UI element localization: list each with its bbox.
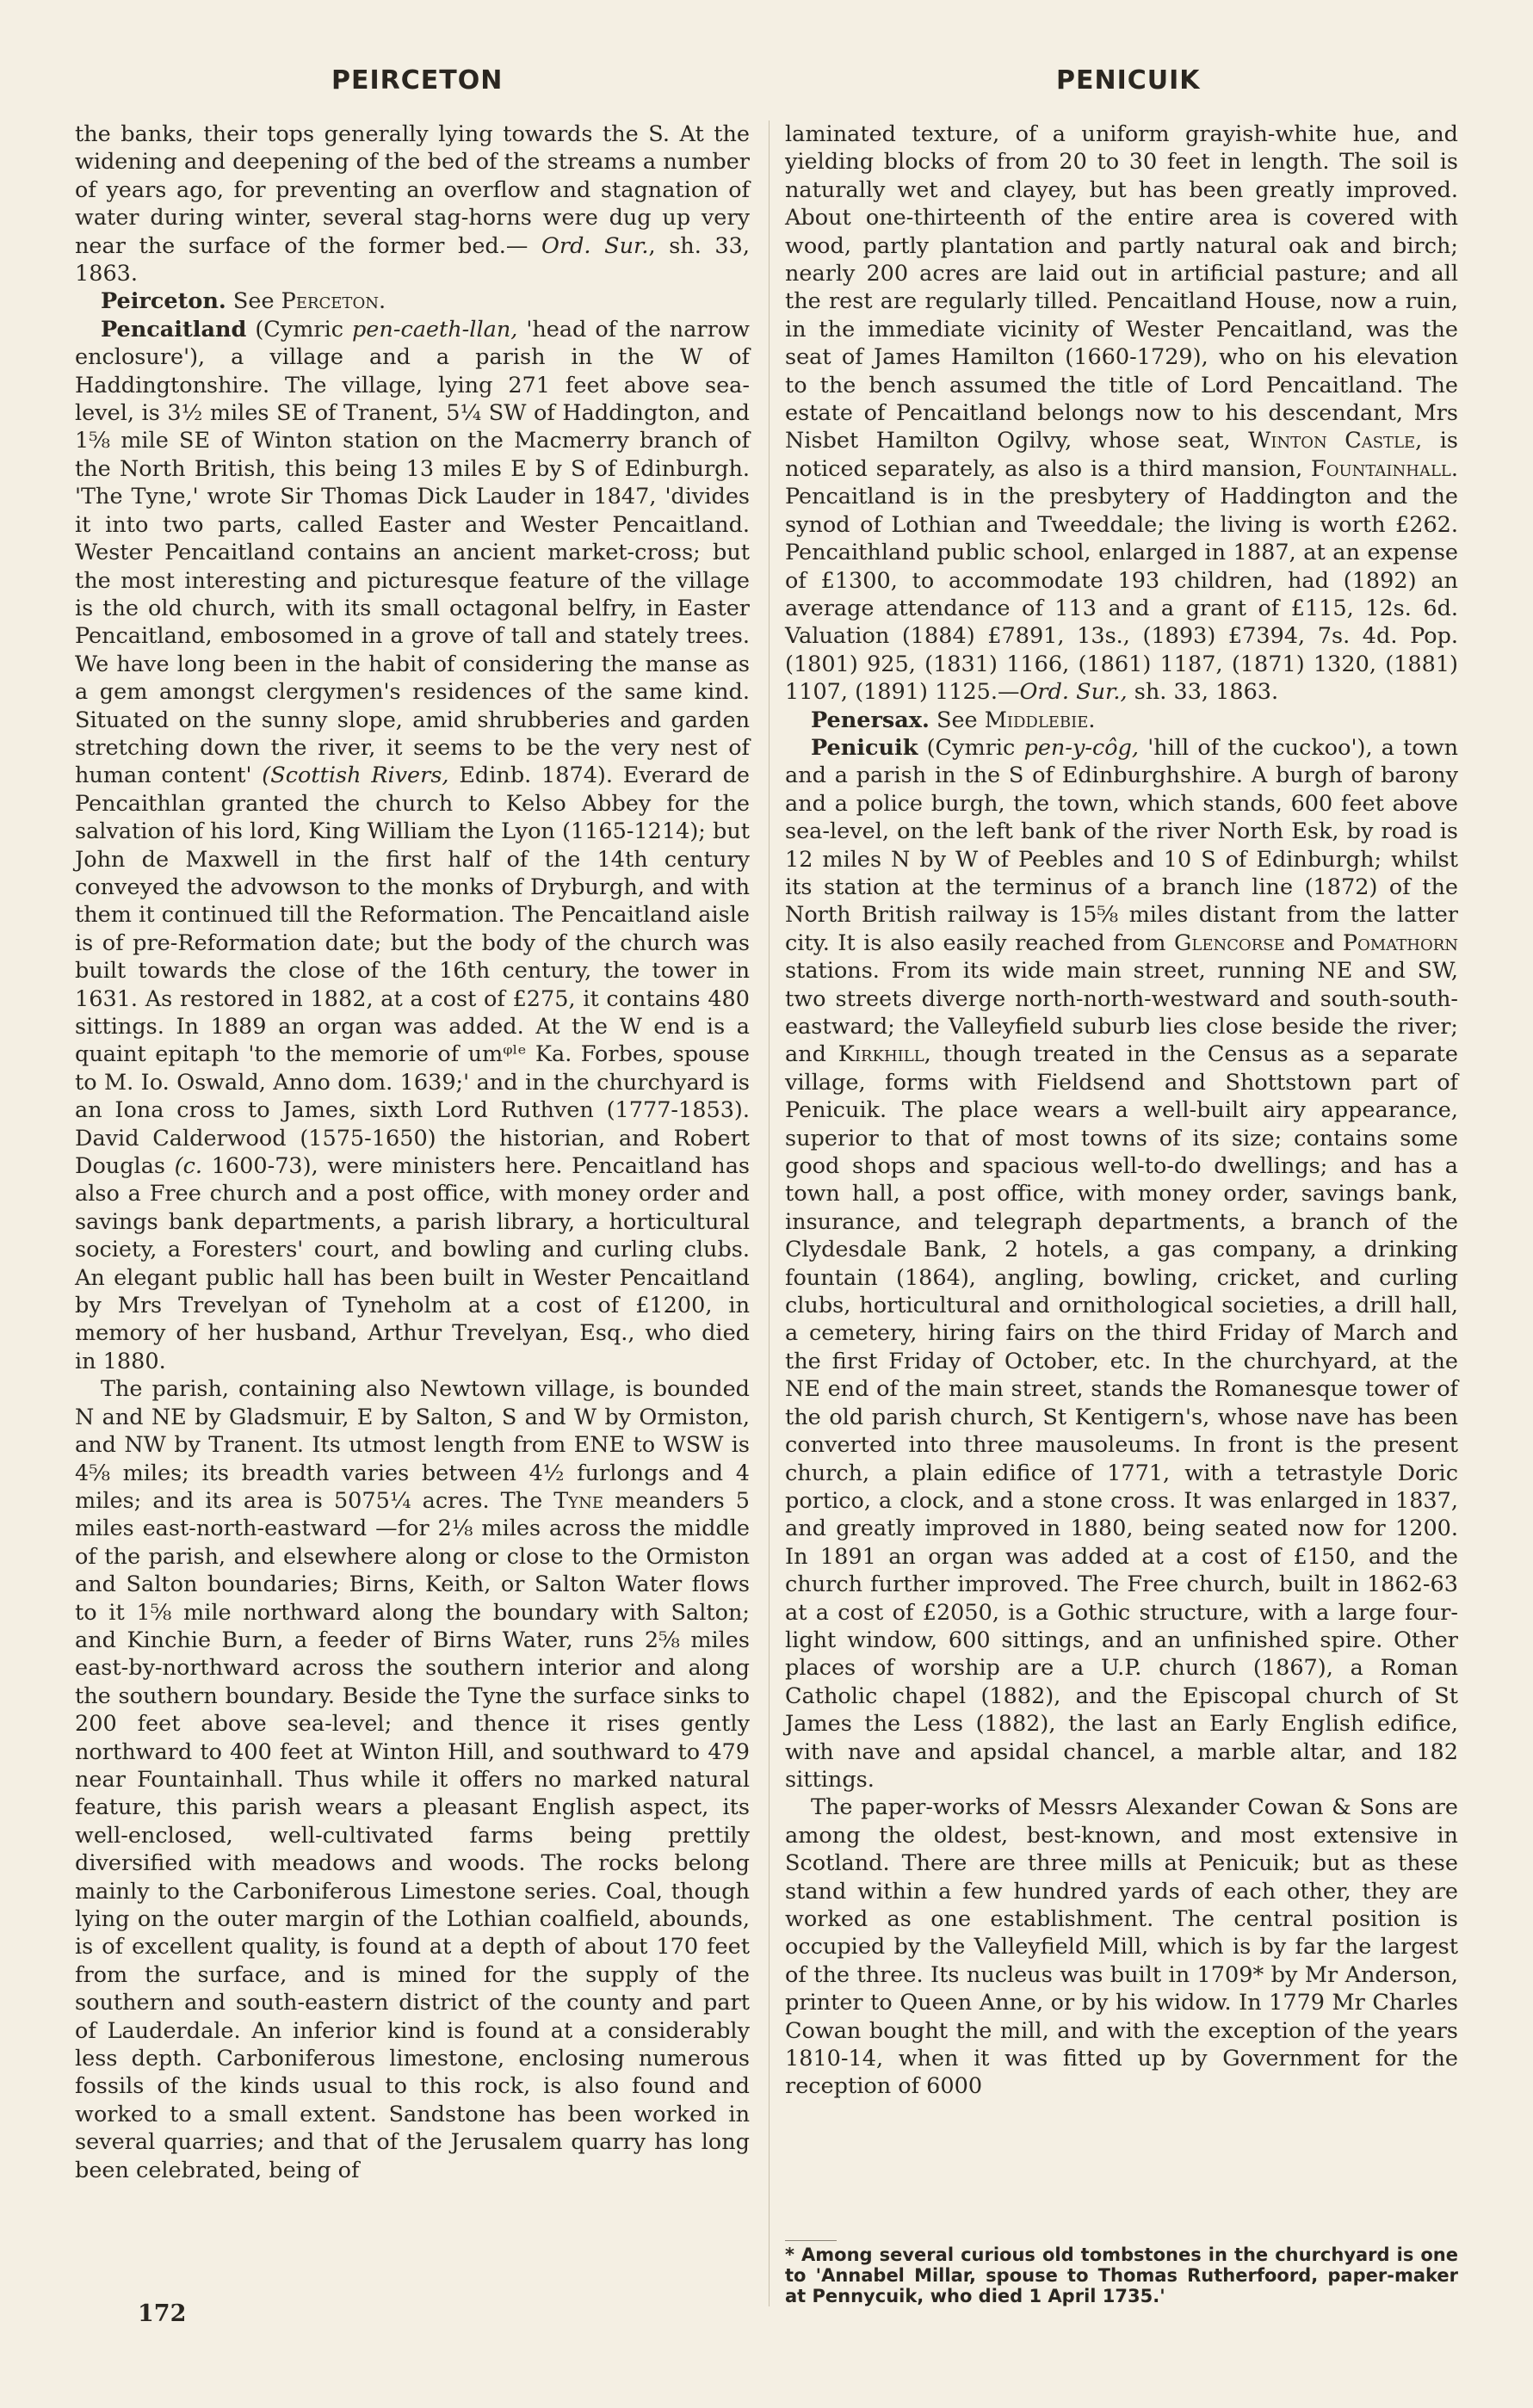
cross-reference: Winton Castle,: [1248, 428, 1423, 454]
entry-peirceton: Peirceton. See Perceton.: [101, 288, 386, 315]
cross-reference: Fountainhall.: [1311, 455, 1458, 482]
footnote-rule: [785, 2240, 837, 2241]
cross-reference: Middlebie.: [984, 707, 1096, 733]
entry-heading: Pencaitland: [101, 316, 247, 343]
entry-heading: Penicuik: [811, 734, 918, 761]
cross-reference: Pomathorn: [1342, 929, 1459, 956]
paragraph: laminated texture, of a uniform grayish-white hue, and yielding blocks of from 20 to 30 feet in length. The soil is naturally wet and clayey, but has been greatly improved. About one-thirteenth of the entire area is covered with wood, partly plantation and partly natural oak and birch; nearly 200 acres are laid out in artificial pasture; and all the rest are regularly tilled. Pencaitland House, now a ruin, in the immediate vicinity of Wester Pencaitland, was the seat of James Hamilton (1660-1729), who on his elevation to the bench assumed the title of Lord Pencaitland. The estate of Pencaitland belongs now to his descendant, Mrs Nisbet Hamilton Ogilvy, whose seat, Winton Castle, is noticed separately, as also is a third mansion, Fountainhall. Pencaitland is in the presbytery of Haddington and the synod of Lothian and Tweeddale; the living is worth £262. Pencaithland public school, enlarged in 1887, at an expense of £1300, to accommodate 193 children, had (1892) an average attendance of 113 and a grant of £115, 12s. 6d. Valuation (1884) £7891, 13s., (1893) £7394, 7s. 4d. Pop. (1801) 925, (1831) 1166, (1861) 1187, (1871) 1320, (1881) 1107, (1891) 1125.—Ord. Sur., sh. 33, 1863.: [785, 121, 1458, 706]
column-divider: [769, 120, 770, 2306]
entry-pencaitland: Pencaitland (Cymric pen-caeth-llan, 'head of the narrow enclosure'), a village and a parish in the W of Haddingtonshire. The village, lying 271 feet above sea-level, is 3½ miles SE of Tranent, 5¼ SW of Haddington, and 1⅝ mile SE of Winton station on the Macmerry branch of the North British, this being 13 miles E by S of Edinburgh. 'The Tyne,' wrote Sir Thomas Dick Lauder in 1847, 'divides it into two parts, called Easter and Wester Pencaitland. Wester Pencaitland contains an ancient market-cross; but the most interesting and picturesque feature of the village is the old church, with its small octagonal belfry, in Easter Pencaitland, embosomed in a grove of tall and stately trees. We have long been in the habit of considering the manse as a gem amongst clergymen's residences of the same kind. Situated on the sunny slope, amid shrubberies and garden stretching down the river, it seems to be the very nest of human content' (Scottish Rivers, Edinb. 1874). Everard de Pencaithlan granted the church to Kelso Abbey for the salvation of his lord, King William the Lyon (1165-1214); but John de Maxwell in the first half of the 14th century conveyed the advowson to the monks of Dryburgh, and with them it continued till the Reformation. The Pencaitland aisle is of pre-Reformation date; but the body of the church was built towards the close of the 16th century, the tower in 1631. As restored in 1882, at a cost of £275, it contains 480 sittings. In 1889 an organ was added. At the W end is a quaint epitaph 'to the memorie of umᵠˡᵉ Ka. Forbes, spouse to M. Io. Oswald, Anno dom. 1639;' and in the churchyard is an Iona cross to James, sixth Lord Ruthven (1777-1853). David Calderwood (1575-1650) the historian, and Robert Douglas (c. 1600-73), were ministers here. Pencaitland has also a Free church and a post office, with money order and savings bank departments, a parish library, a horticultural society, a Foresters' court, and bowling and curling clubs. An elegant public hall has been built in Wester Pencaitland by Mrs Trevelyan of Tyneholm at a cost of £1200, in memory of her husband, Arthur Trevelyan, Esq., who died in 1880.: [75, 316, 750, 1374]
running-header-left: PEIRCETON: [331, 65, 504, 96]
footnote: * Among several curious old tombstones in the churchyard is one to 'Annabel Millar, spouse to Thomas Rutherfoord, paper-maker at Pennycuik, who died 1 April 1735.': [785, 2244, 1458, 2306]
cross-reference: Kirkhill,: [838, 1041, 931, 1068]
paragraph-paper-works: The paper-works of Messrs Alexander Cowan & Sons are among the oldest, best-known, and most extensive in Scotland. There are three mills at Penicuik; but as these stand within a few hundred yards of each other, they are worked as one establishment. The central position is occupied by the Valleyfield Mill, which is by far the largest of the three. Its nucleus was built in 1709* by Mr Anderson, printer to Queen Anne, or by his widow. In 1779 Mr Charles Cowan bought the mill, and with the exception of the years 1810-14, when it was fitted up by Government for the reception of 6000: [785, 1794, 1458, 2100]
cross-reference: Glencorse: [1174, 929, 1285, 956]
entry-penicuik: Penicuik (Cymric pen-y-côg, 'hill of the cuckoo'), a town and a parish in the S of Edinburghshire. A burgh of barony and a police burgh, the town, which stands, 600 feet above sea-level, on the left bank of the river North Esk, by road is 12 miles N by W of Peebles and 10 S of Edinburgh; whilst its station at the terminus of a branch line (1872) of the North British railway is 15⅝ miles distant from the latter city. It is also easily reached from Glencorse and Pomathorn stations. From its wide main street, running NE and SW, two streets diverge north-north-westward and south-south-eastward; the Valleyfield suburb lies close beside the river; and Kirkhill, though treated in the Census as a separate village, forms with Fieldsend and Shottstown part of Penicuik. The place wears a well-built airy appearance, superior to that of most towns of its size; contains some good shops and spacious well-to-do dwellings; and has a town hall, a post office, with money order, savings bank, insurance, and telegraph departments, a branch of the Clydesdale Bank, 2 hotels, a gas company, a drinking fountain (1864), angling, bowling, cricket, and curling clubs, horticultural and ornithological societies, a drill hall, a cemetery, hiring fairs on the third Friday of March and the first Friday of October, etc. In the churchyard, at the NE end of the main street, stands the Romanesque tower of the old parish church, St Kentigern's, whose nave has been converted into three mausoleums. In front is the present church, a plain edifice of 1771, with a tetrastyle Doric portico, a clock, and a stone cross. It was enlarged in 1837, and greatly improved in 1880, being seated now for 1200. In 1891 an organ was added at a cost of £150, and the church further improved. The Free church, built in 1862-63 at a cost of £2050, is a Gothic structure, with a large four-light window, 600 sittings, and an unfinished spire. Other places of worship are a U.P. church (1867), a Roman Catholic chapel (1882), and the Episcopal church of St James the Less (1882), the last an Early English edifice, with nave and apsidal chancel, a marble altar, and 182 sittings.: [785, 734, 1459, 1793]
cross-reference: Tyne: [553, 1487, 604, 1514]
paragraph: the banks, their tops generally lying towards the S. At the widening and deepening of the bed of the streams a number of years ago, for preventing an overflow and stagnation of water during winter, several stag-horns were dug up very near the surface of the former bed.— Ord. Sur., sh. 33, 1863.: [75, 121, 750, 287]
right-column: [785, 120, 1458, 2101]
left-column: [75, 120, 750, 2184]
cross-reference: Perceton.: [281, 288, 386, 315]
running-header-right: PENICUIK: [1056, 65, 1201, 96]
paragraph-parish: The parish, containing also Newtown village, is bounded N and NE by Gladsmuir, E by Salton, S and W by Ormiston, and NW by Tranent. Its utmost length from ENE to WSW is 4⅝ miles; its breadth varies between 4½ furlongs and 4 miles; and its area is 5075¼ acres. The Tyne meanders 5 miles east-north-eastward —for 2⅛ miles across the middle of the parish, and elsewhere along or close to the Ormiston and Salton boundaries; Birns, Keith, or Salton Water flows to it 1⅝ mile northward along the boundary with Salton; and Kinchie Burn, a feeder of Birns Water, runs 2⅝ miles east-by-northward across the southern interior and along the southern boundary. Beside the Tyne the surface sinks to 200 feet above sea-level; and thence it rises gently northward to 400 feet at Winton Hill, and southward to 479 near Fountainhall. Thus while it offers no marked natural feature, this parish wears a pleasant English aspect, its well-enclosed, well-cultivated farms being prettily diversified with meadows and woods. The rocks belong mainly to the Carboniferous Limestone series. Coal, though lying on the outer margin of the Lothian coalfield, abounds, is of excellent quality, is found at a depth of about 170 feet from the surface, and is mined for the supply of the southern and south-eastern district of the county and part of Lauderdale. An inferior kind is found at a considerably less depth. Carboniferous limestone, enclosing numerous fossils of the kinds usual to this rock, is also found and worked to a small extent. Sandstone has been worked in several quarries; and that of the Jerusalem quarry has long been celebrated, being of: [75, 1376, 751, 2183]
entry-heading: Penersax.: [811, 707, 930, 733]
entry-heading: Peirceton.: [101, 288, 226, 315]
entry-penersax: Penersax. See Middlebie.: [811, 707, 1096, 733]
page-number: 172: [138, 2300, 187, 2327]
